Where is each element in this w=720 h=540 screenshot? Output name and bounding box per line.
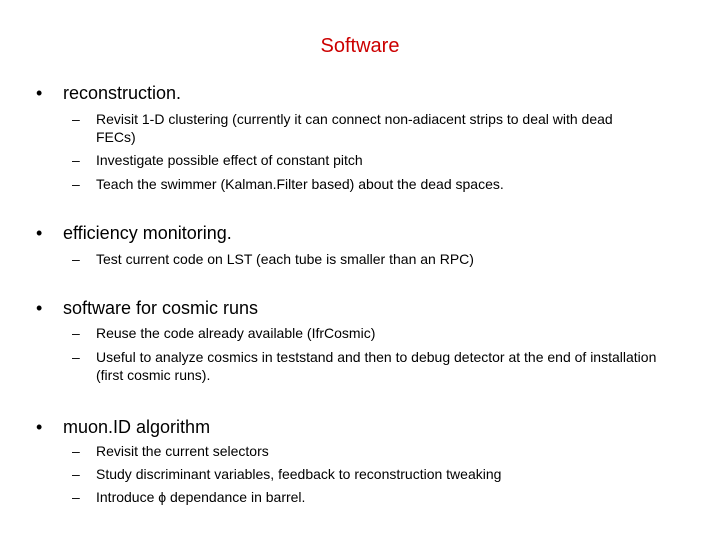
sub-item: Study discriminant variables, feedback to reconstruction tweaking: [96, 466, 502, 482]
slide-title: Software: [320, 35, 400, 57]
sub-item: Revisit 1-D clustering (currently it can connect non-adiacent strips to deal with dead FECs): [96, 111, 613, 145]
section-heading: reconstruction.: [63, 83, 182, 103]
section-heading: software for cosmic runs: [63, 298, 259, 318]
sub-item: Reuse the code already available (IfrCosmic): [96, 325, 376, 341]
dash-icon: –: [72, 325, 80, 341]
bullet-icon: •: [36, 298, 43, 318]
dash-icon: –: [72, 111, 80, 127]
sub-item: Useful to analyze cosmics in teststand and then to debug detector at the end of installation (first cosmic runs).: [96, 349, 657, 383]
dash-icon: –: [72, 466, 80, 482]
sub-item: Teach the swimmer (Kalman.Filter based) about the dead spaces.: [96, 176, 504, 192]
dash-icon: –: [72, 443, 80, 459]
sub-item: Test current code on LST (each tube is smaller than an RPC): [96, 251, 474, 267]
dash-icon: –: [72, 251, 80, 267]
bullet-icon: •: [36, 417, 43, 437]
sub-item: Investigate possible effect of constant pitch: [96, 152, 363, 168]
bullet-icon: •: [36, 83, 43, 103]
sub-item: Introduce ϕ dependance in barrel.: [96, 489, 306, 505]
sub-item: Revisit the current selectors: [96, 443, 269, 459]
dash-icon: –: [72, 176, 80, 192]
section-heading: efficiency monitoring.: [63, 223, 232, 243]
bullet-icon: •: [36, 223, 43, 243]
dash-icon: –: [72, 152, 80, 168]
dash-icon: –: [72, 489, 80, 505]
section-heading: muon.ID algorithm: [63, 417, 211, 437]
dash-icon: –: [72, 349, 80, 365]
